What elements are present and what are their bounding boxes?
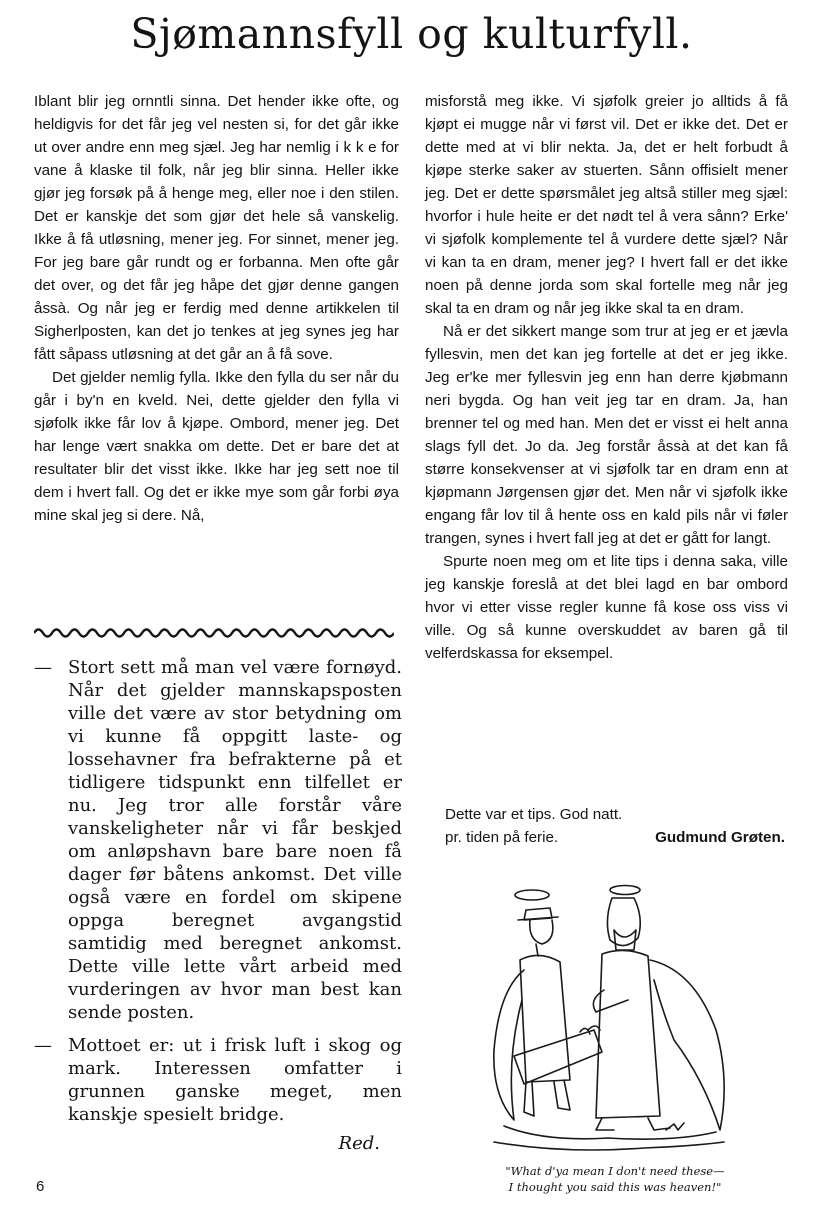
signoff-note: pr. tiden på ferie. — [445, 829, 559, 846]
page-number: 6 — [36, 1178, 45, 1195]
dash: — — [34, 1035, 52, 1056]
answer-item — [34, 656, 402, 1024]
author-name: Gudmund Grøten. — [655, 829, 785, 846]
answer-item — [34, 1034, 402, 1126]
caption-line: "What d'ya mean I don't need these— — [505, 1164, 725, 1178]
paragraph: Nå er det sikkert mange som trur at jeg er et jævla fyllesvin, men det kan jeg fortelle at det er jeg ikke. Jeg er'ke mer fyllesvin jeg enn han derre kjøbmann neri bygda. Og han veit jeg tar en dram. Ja, han brenner tel og med han. Men det er visst ei helt anna slags fyll det. Jo da. Jeg forstår åssà at det kan få større konsekvenser at vi sjøfolk tar en dram enn at kjøpmann Jørgensen gjør det. Men når vi sjøfolk ikke engang får lov til å hente oss en kald pils når vi føler trangen, synes i hvert fall jeg at det er gått for langt. — [425, 323, 788, 547]
dash: — — [34, 657, 52, 678]
paragraph: Spurte noen meg om et lite tips i denna saka, ville jeg kanskje foreslå at det blei lagd en bar ombord hvor vi etter visse regler kunne få kose oss viss vi ville. Og så kunne overskuddet av baren gå til velferdskassa for eksempel. — [425, 553, 788, 662]
paragraph: Iblant blir jeg ornntli sinna. Det hender ikke ofte, og heldigvis for det får jeg vel nesten si, for det går ikke ut over andre enn meg sjæl. Jeg har nemlig i k k e for vane å klaske til folk, når jeg blir sinna. Heller ikke gjør jeg forsøk på å henge meg, eller noe i den stilen. Det er kanskje det som gjør det hele så vanskelig. Ikke å få utløsning, mener jeg. For sinnet, mener jeg. For jeg bare går rundt og er forbanna. Men ofte går det over, og det får jeg håpe det gjør denne gangen åssà. Og når jeg er ferdig med denne artikkelen til Sigherlposten, kan det jo tenkes at jeg synes jeg har fått såpass utløsning at det går an å få sove. — [34, 93, 399, 363]
left-column — [34, 90, 399, 527]
paragraph: misforstå meg ikke. Vi sjøfolk greier jo alltids å få kjøpt ei mugge når vi først vil. Det er ikke det. Det er dette med at vi blir nekta. Ja, det er helt forbudt å kjøpe sterke saker av stuerten. Sånn offisielt mener jeg. Det er dette spørsmålet jeg altså stiller meg sjæl: hvorfor i hule heite er det nødt tel å vera sånn? Erke' vi sjøfolk komplemente tel å vurdere dette sjæl? Når vi kan ta en dram, mener jeg? I hvert fall er det ikke noen på denne jorda som skal fortelle meg når jeg skal ta en dram og når jeg ikke skal ta en dram. — [425, 93, 788, 317]
angels-cartoon — [484, 880, 734, 1160]
editor-answers — [34, 656, 402, 1155]
page-title: Sjømannsfyll og kulturfyll. — [130, 10, 693, 58]
answer-text: Mottoet er: ut i frisk luft i skog og mark. Interessen omfatter i grunnen ganske meget, men kanskje spesielt bridge. — [68, 1035, 402, 1125]
signoff — [445, 829, 785, 846]
answer-text: Stort sett må man vel være fornøyd. Når det gjelder mannskapsposten ville det være av stor betydning om vi kunne få oppgitt laste- og lossehavner fra befrakterne på et tidligere tidspunkt enn tilfellet er nu. Jeg tror alle forstår våre vanskeligheter når vi får beskjed om anløpshavn bare bare noen få dager før båtens ankomst. Det ville også være en fordel om skipene oppga beregnet avgangstid samtidig med beregnet ankomst. Dette ville lette vårt arbeid med vurderingen av hvor man best kan sende posten. — [68, 657, 402, 1023]
caption-line: I thought you said this was heaven!" — [508, 1180, 722, 1194]
editor-signature: Red. — [338, 1133, 380, 1154]
right-column — [425, 90, 788, 665]
wavy-divider — [34, 626, 394, 640]
closing-line: Dette var et tips. God natt. — [445, 806, 623, 823]
cartoon-caption — [470, 1163, 760, 1195]
paragraph: Det gjelder nemlig fylla. Ikke den fylla du ser når du går i by'n en kveld. Nei, dette gjelder den fylla vi sjøfolk ikke får lov å kjøpe. Ombord, mener jeg. Det har lenge vært snakka om dette. Det er bare det at resultater blir det visst ikke. Ikke har jeg sett noe til dem i hvert fall. Og det er ikke mye som går forbi øya mine skal jeg si dere. Nå, — [34, 369, 399, 524]
